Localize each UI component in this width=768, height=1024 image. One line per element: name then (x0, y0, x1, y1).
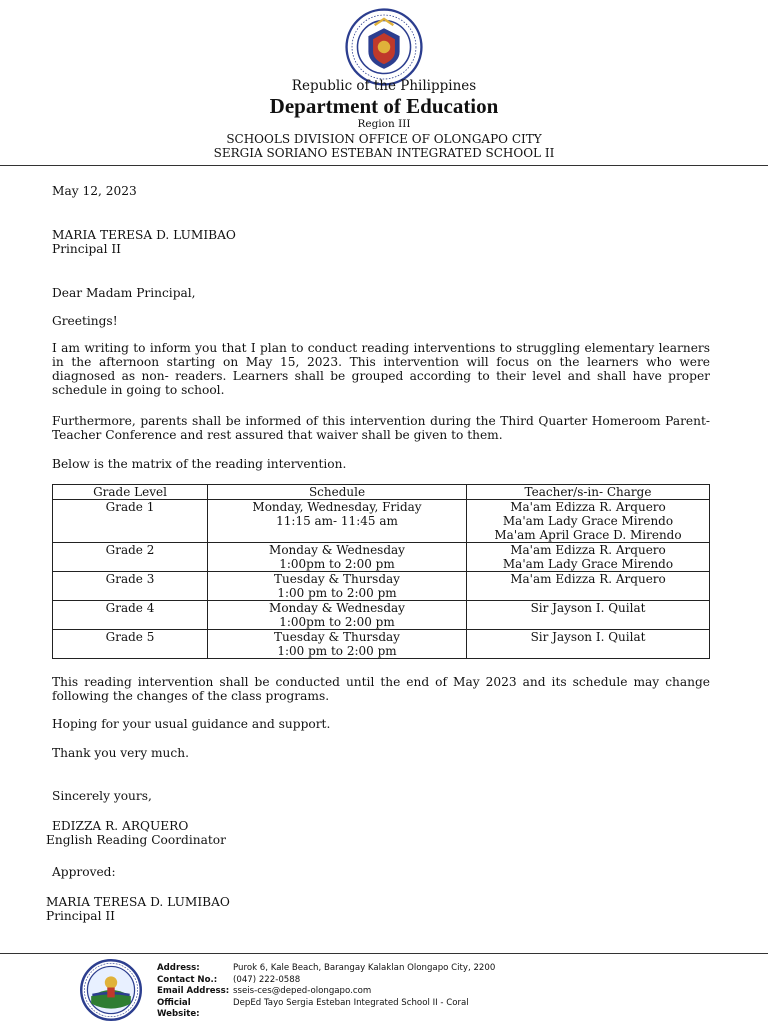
teacher-name: Ma'am Edizza R. Arquero (510, 572, 666, 586)
website-value: DepEd Tayo Sergia Esteban Integrated School II - Coral (233, 997, 469, 1008)
paragraph-duration: This reading intervention shall be conducted until the end of May 2023 and its schedule may change following the changes of the class programs. (52, 675, 710, 703)
teachers-cell (467, 500, 710, 543)
header-division: SCHOOLS DIVISION OFFICE OF OLONGAPO CITY (226, 132, 542, 146)
schedule-time: 1:00 pm to 2:00 pm (277, 586, 397, 600)
recipient-title: Principal II (52, 242, 121, 256)
paragraph-intro: I am writing to inform you that I plan to conduct reading interventions to struggling elementary learners in the afternoon starting on May 15, 2023. This intervention will focus on the learners who were diagnosed as non- readers. Learners shall be grouped according to their level and shall have proper schedule in going to school. (52, 341, 710, 397)
schedule-days: Monday & Wednesday (269, 543, 405, 557)
schedule-days: Monday, Wednesday, Friday (252, 500, 422, 514)
schedule-cell (208, 601, 467, 630)
greeting: Greetings! (52, 314, 118, 328)
footer-row-email (157, 986, 495, 998)
approver-name: MARIA TERESA D. LUMIBAO (46, 895, 230, 909)
header-region: Region III (357, 118, 411, 130)
schedule-time: 1:00 pm to 2:00 pm (277, 644, 397, 658)
footer-row-address (157, 963, 495, 975)
schedule-days: Tuesday & Thursday (274, 572, 400, 586)
signer-name: EDIZZA R. ARQUERO (52, 819, 189, 833)
paragraph-guidance: Hoping for your usual guidance and support. (52, 717, 331, 731)
table-row (53, 572, 710, 601)
schedule-cell (208, 543, 467, 572)
email-label: Email Address: (157, 986, 230, 996)
schedule-cell (208, 500, 467, 543)
footer-contact-block (157, 963, 495, 1021)
signer-title: English Reading Coordinator (46, 833, 226, 847)
column-header-grade: Grade Level (53, 485, 208, 500)
footer-row-contact (157, 975, 495, 987)
email-value: sseis-ces@deped-olongapo.com (233, 986, 372, 996)
footer-row-website (157, 998, 495, 1021)
schedule-cell (208, 630, 467, 659)
website-label: Official Website: (157, 997, 200, 1019)
teachers-cell (467, 543, 710, 572)
paragraph-parents: Furthermore, parents shall be informed of this intervention during the Third Quarter Homeroom Parent- Teacher Conference and rest assured that waiver shall be given to them. (52, 414, 710, 442)
teacher-name: Ma'am Edizza R. Arquero (510, 543, 666, 557)
table-row (53, 543, 710, 572)
letter-date: May 12, 2023 (52, 184, 137, 198)
grade-cell: Grade 3 (53, 572, 208, 601)
deped-seal-icon (345, 8, 423, 86)
grade-cell: Grade 4 (53, 601, 208, 630)
header-divider (0, 165, 768, 166)
table-row (53, 601, 710, 630)
closing: Sincerely yours, (52, 789, 152, 803)
column-header-teachers: Teacher/s-in- Charge (467, 485, 710, 500)
salutation: Dear Madam Principal, (52, 286, 196, 300)
column-header-schedule: Schedule (208, 485, 467, 500)
teacher-name: Ma'am Lady Grace Mirendo (502, 557, 674, 571)
teacher-name: Sir Jayson I. Quilat (530, 630, 646, 644)
teachers-cell (467, 601, 710, 630)
teacher-name: Ma'am April Grace D. Mirendo (494, 528, 682, 542)
schedule-days: Tuesday & Thursday (274, 630, 400, 644)
table-row (53, 500, 710, 543)
recipient-name: MARIA TERESA D. LUMIBAO (52, 228, 236, 242)
contact-value: (047) 222-0588 (233, 974, 301, 985)
address-value: Purok 6, Kale Beach, Barangay Kalaklan Olongapo City, 2200 (233, 963, 496, 973)
grade-cell: Grade 1 (53, 500, 208, 543)
schedule-time: 11:15 am- 11:45 am (276, 514, 398, 528)
header-republic: Republic of the Philippines (291, 78, 477, 94)
footer-divider (0, 953, 768, 954)
table-row (53, 630, 710, 659)
teacher-name: Ma'am Edizza R. Arquero (510, 500, 666, 514)
schedule-days: Monday & Wednesday (269, 601, 405, 615)
teachers-cell (467, 630, 710, 659)
header-school: SERGIA SORIANO ESTEBAN INTEGRATED SCHOOL II (213, 146, 555, 160)
school-logo-icon (80, 959, 142, 1021)
teacher-name: Ma'am Lady Grace Mirendo (502, 514, 674, 528)
table-header-row (53, 485, 710, 500)
address-label: Address: (157, 963, 200, 973)
reading-intervention-table (52, 484, 710, 659)
paragraph-thanks: Thank you very much. (52, 746, 189, 760)
contact-label: Contact No.: (157, 974, 218, 985)
schedule-time: 1:00pm to 2:00 pm (279, 615, 395, 629)
grade-cell: Grade 2 (53, 543, 208, 572)
grade-cell: Grade 5 (53, 630, 208, 659)
schedule-cell (208, 572, 467, 601)
teacher-name: Sir Jayson I. Quilat (530, 601, 646, 615)
approver-title: Principal II (46, 909, 115, 923)
header-department: Department of Education (269, 94, 499, 118)
schedule-time: 1:00pm to 2:00 pm (279, 557, 395, 571)
teachers-cell (467, 572, 710, 601)
paragraph-matrix-intro: Below is the matrix of the reading intervention. (52, 457, 347, 471)
approved-label: Approved: (52, 865, 116, 879)
